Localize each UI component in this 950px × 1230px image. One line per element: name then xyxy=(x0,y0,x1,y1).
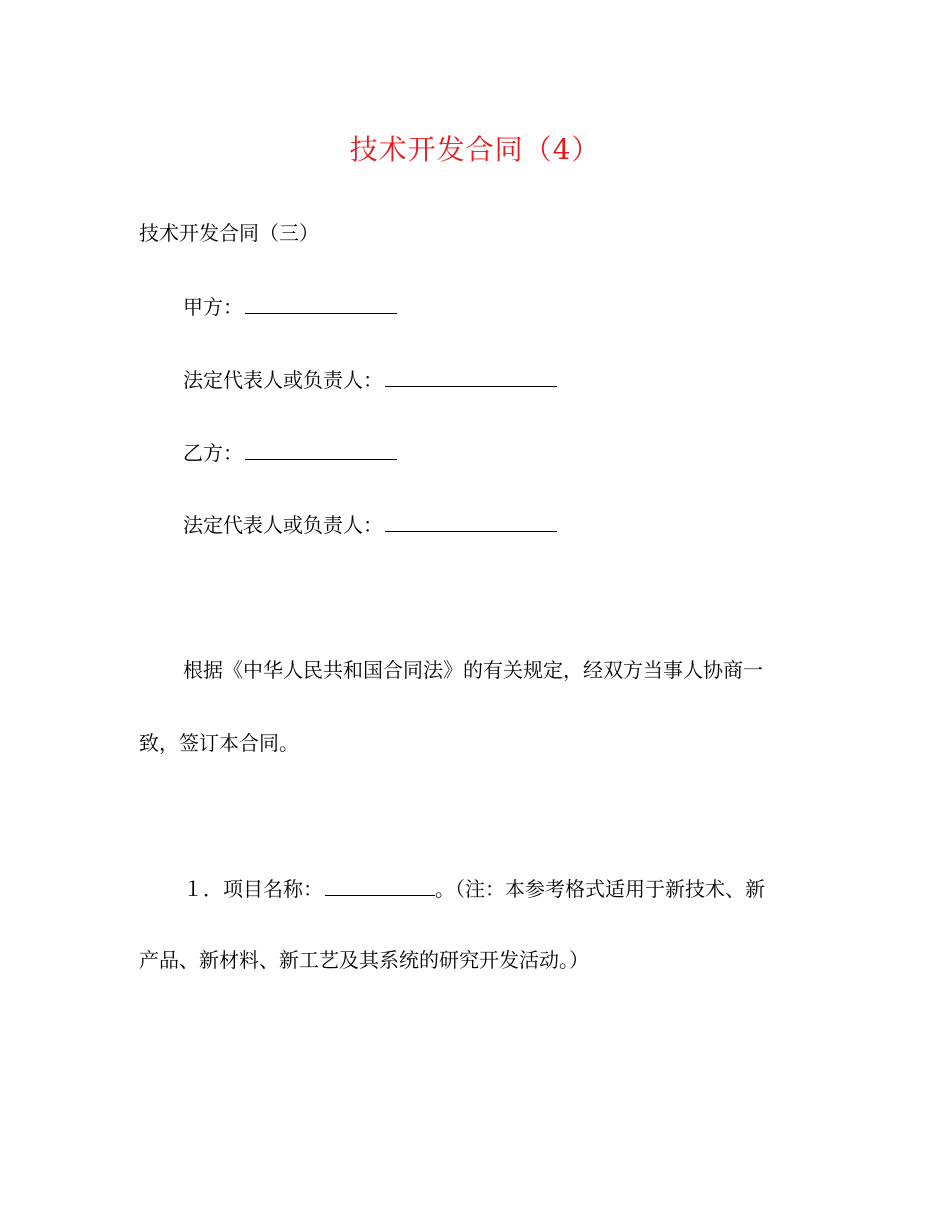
party-a-blank xyxy=(245,291,397,314)
preamble-line-2: 致，签订本合同。 xyxy=(139,731,299,755)
document-title: 技术开发合同（4） xyxy=(349,133,601,166)
party-b-rep-label: 法定代表人或负责人： xyxy=(183,513,383,537)
party-a-rep-line xyxy=(183,364,557,395)
party-b-blank xyxy=(245,437,397,460)
party-a-line xyxy=(183,291,397,322)
party-b-rep-blank xyxy=(385,509,557,532)
item-1-suffix: 。（注：本参考格式适用于新技术、新 xyxy=(435,877,765,901)
party-a-rep-label: 法定代表人或负责人： xyxy=(183,368,383,392)
party-b-label: 乙方： xyxy=(183,441,243,465)
item-1-prefix: １．项目名称： xyxy=(183,877,323,901)
item-1-line xyxy=(183,873,765,904)
preamble-line-1: 根据《中华人民共和国合同法》的有关规定，经双方当事人协商一 xyxy=(183,658,763,682)
item-1-blank xyxy=(325,873,435,896)
party-a-rep-blank xyxy=(385,364,557,387)
document-subtitle: 技术开发合同（三） xyxy=(139,221,319,245)
party-b-rep-line xyxy=(183,509,557,540)
party-a-label: 甲方： xyxy=(183,295,243,319)
item-1-line-2: 产品、新材料、新工艺及其系统的研究开发活动。） xyxy=(139,948,589,972)
party-b-line xyxy=(183,437,397,468)
